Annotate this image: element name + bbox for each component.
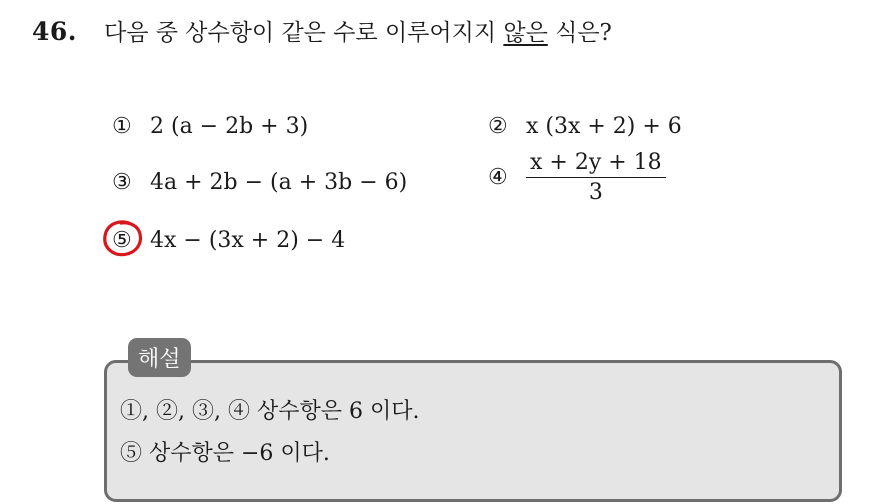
choice-2-expression: x (3x + 2) + 6 <box>526 114 682 139</box>
choice-3-expression: 4a + 2b − (a + 3b − 6) <box>150 170 408 195</box>
question-text-after: 식은? <box>547 20 612 46</box>
solution-tab: 해설 <box>128 338 191 377</box>
question-header <box>32 14 612 47</box>
choice-1[interactable] <box>112 114 308 139</box>
solution-box <box>104 360 842 502</box>
question-text <box>104 14 612 47</box>
choice-2-label: ② <box>488 114 508 139</box>
choice-2[interactable] <box>488 114 682 139</box>
choice-4-fraction <box>526 150 666 205</box>
choice-1-expression: 2 (a − 2b + 3) <box>150 114 309 139</box>
solution-line-1: ①, ②, ③, ④ 상수항은 6 이다. <box>120 399 420 424</box>
question-number: 46. <box>32 17 77 46</box>
question-text-underlined: 않은 <box>503 20 548 46</box>
choice-5-expression: 4x − (3x + 2) − 4 <box>150 228 346 253</box>
choice-3[interactable] <box>112 170 407 195</box>
choice-4-numerator: x + 2y + 18 <box>526 150 666 178</box>
solution-line-2: ⑤ 상수항은 −6 이다. <box>120 441 330 466</box>
choice-5-label: ⑤ <box>112 228 132 253</box>
choice-1-label: ① <box>112 114 132 139</box>
choice-5[interactable] <box>112 228 345 253</box>
choice-3-label: ③ <box>112 170 132 195</box>
choice-4-label: ④ <box>488 165 508 190</box>
question-text-before: 다음 중 상수항이 같은 수로 이루어지지 <box>104 20 504 46</box>
answer-circle-mark <box>101 218 145 260</box>
choice-4[interactable] <box>488 150 666 205</box>
choice-4-denominator: 3 <box>588 180 603 205</box>
